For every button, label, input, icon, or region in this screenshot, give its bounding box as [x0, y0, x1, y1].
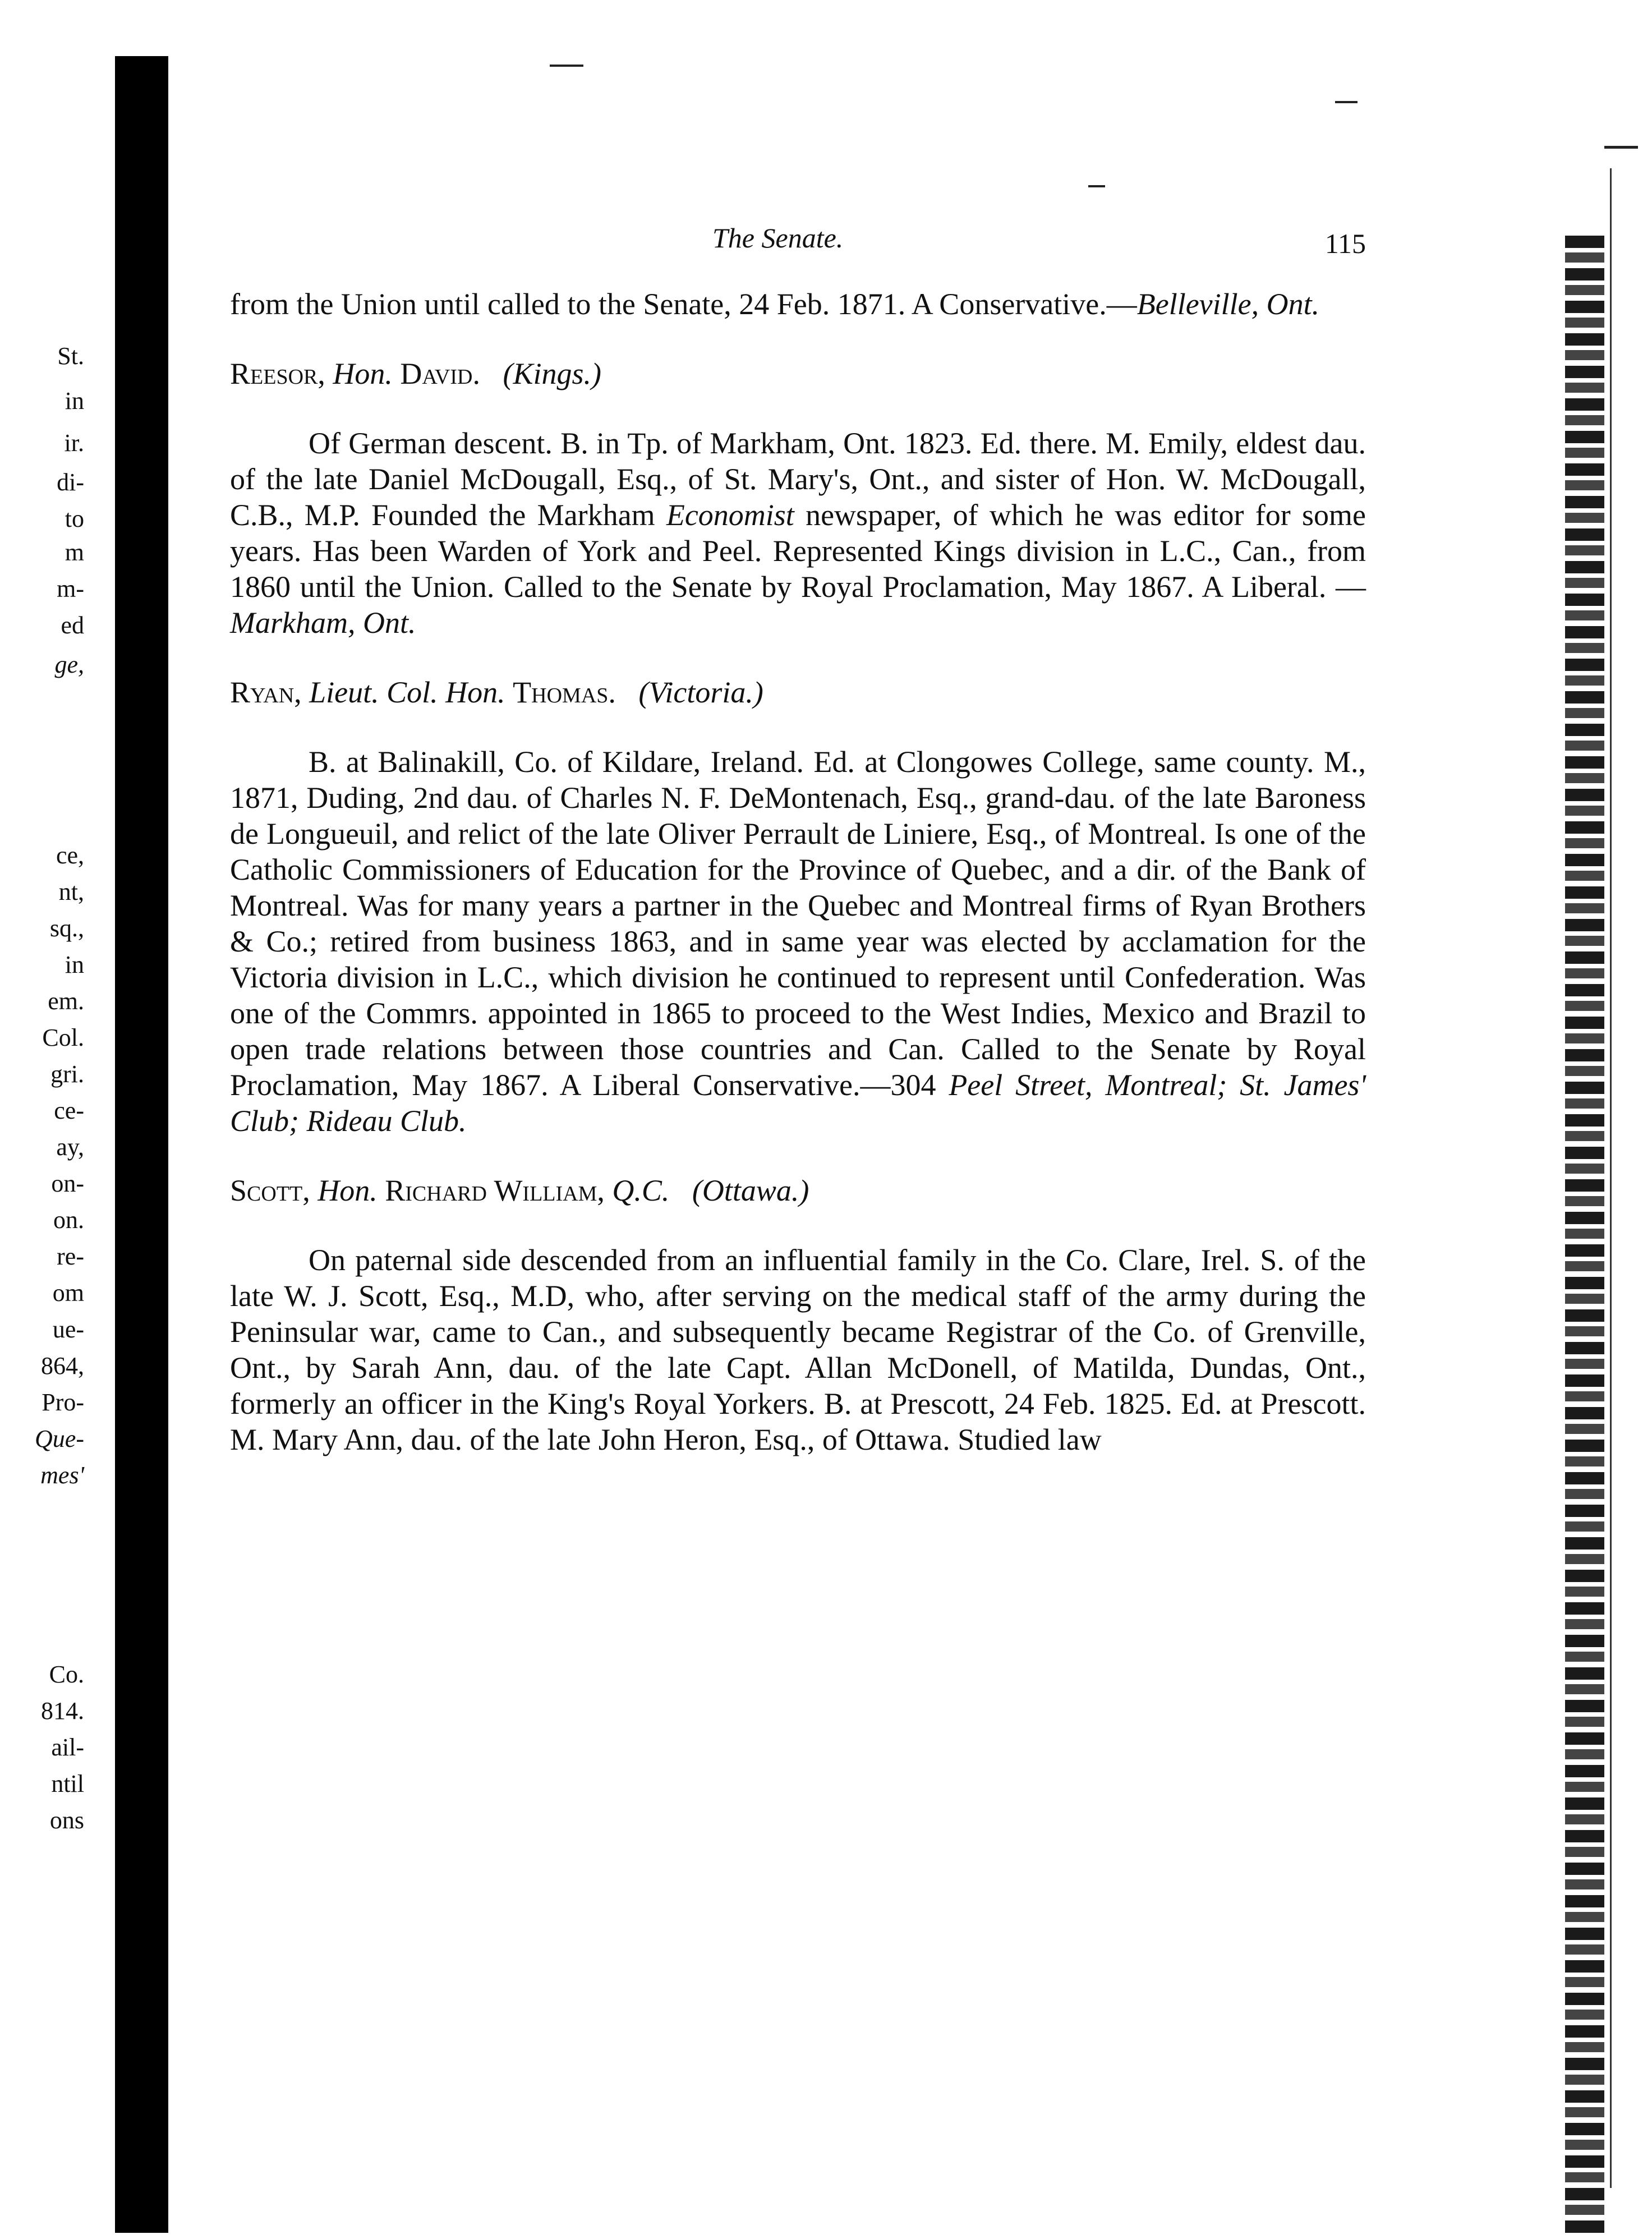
scan-speck: [1335, 101, 1358, 103]
continuation-paragraph: from the Union until called to the Senate, 24 Feb. 1871. A Conservative.—Belleville, Ont.: [230, 287, 1320, 321]
page-content: [230, 286, 1366, 1458]
fragment-text: Pro-: [42, 1389, 84, 1416]
entry-given-name: Thomas.: [513, 675, 616, 709]
entry-division: (Victoria.): [638, 675, 763, 709]
fragment-text: on-: [51, 1170, 84, 1197]
fragment-text: 864,: [41, 1352, 84, 1380]
scan-speck: [1604, 146, 1638, 149]
continuation-place: Belleville, Ont.: [1136, 287, 1320, 321]
fragment-text: om: [52, 1279, 84, 1307]
fragment-text: ge,: [54, 651, 84, 678]
fragment-text: to: [65, 505, 84, 532]
entry-heading: [230, 356, 1366, 392]
fragment-text: gri.: [50, 1060, 84, 1088]
fragment-text: di-: [57, 468, 84, 496]
entry-title: Hon.: [333, 357, 393, 390]
fragment-text: ntil: [51, 1770, 84, 1797]
running-title: The Senate.: [712, 222, 844, 254]
fragment-text: 814.: [41, 1697, 84, 1725]
entry-address: Markham, Ont.: [230, 606, 416, 640]
fragment-text: ons: [49, 1806, 84, 1834]
entry-address: Peel Street, Montreal; St. James' Club; Rideau Club.: [230, 1068, 1366, 1138]
fragment-text: ail-: [51, 1734, 84, 1761]
scan-speck: [550, 65, 583, 67]
fragment-text: Col.: [42, 1024, 84, 1051]
entry-surname: Reesor,: [230, 357, 325, 390]
fragment-text: m: [65, 539, 84, 566]
fragment-text: ce,: [56, 842, 84, 869]
fragment-text: m-: [57, 575, 84, 603]
fragment-text: em.: [48, 987, 84, 1015]
running-head: [230, 222, 1366, 261]
previous-page-margin: [0, 0, 84, 2239]
fragment-text: St.: [57, 342, 84, 370]
entry-given-name: David.: [400, 357, 480, 390]
fragment-text: ue-: [52, 1316, 84, 1343]
page-number: 115: [1324, 228, 1366, 259]
entry-body: Of German descent. B. in Tp. of Markham, Ont. 1823. Ed. there. M. Emily, eldest dau. of the late Daniel McDougall, Esq., of St. Mary's, Ont., and sister of Hon. W. McDougall, C.B., M.P. Founded the Markham Economist newspaper, of which he was editor for some years. Has been Warden of York and Peel. Represented Kings division in L.C., Can., from 1860 until the Union. Called to the Senate by Royal Proclamation, May 1867. A Liberal. —Markham, Ont.: [230, 426, 1366, 640]
fragment-text: ir.: [64, 429, 84, 457]
page-edge-line: [1610, 168, 1628, 2188]
fragment-text: in: [65, 951, 84, 978]
fragment-text: re-: [57, 1243, 84, 1270]
fragment-text: Que-: [35, 1425, 84, 1452]
binding-shadow: [115, 56, 168, 2233]
entry-division: (Ottawa.): [692, 1174, 809, 1207]
fragment-text: in: [65, 387, 84, 415]
entry-surname: Scott,: [230, 1174, 310, 1207]
fragment-text: Co.: [49, 1661, 84, 1688]
fragment-text: sq.,: [49, 914, 84, 942]
entry-body: On paternal side descended from an influential family in the Co. Clare, Irel. S. of the late W. J. Scott, Esq., M.D, who, after serving on the medical staff of the army during the Peninsular war, came to Can., and subsequently became Registrar of the Co. of Grenville, Ont., by Sarah Ann, dau. of the late Capt. Allan McDonell, of Matilda, Dundas, Ont., formerly an officer in the King's Royal Yorkers. B. at Prescott, 24 Feb. 1825. Ed. at Prescott. M. Mary Ann, dau. of the late John Heron, Esq., of Ottawa. Studied law: [230, 1243, 1366, 1456]
entry-division: (Kings.): [503, 357, 601, 390]
fragment-text: nt,: [58, 878, 84, 905]
entry-title: Hon.: [317, 1174, 378, 1207]
page-edge-shadow: [1565, 236, 1604, 2233]
fragment-text: on.: [53, 1206, 84, 1234]
fragment-text: ed: [61, 612, 84, 639]
entry-suffix: Q.C.: [612, 1174, 670, 1207]
entry-given-name: Richard William,: [385, 1174, 605, 1207]
entry-surname: Ryan,: [230, 675, 302, 709]
entry-heading: [230, 674, 1366, 710]
entry-body: B. at Balinakill, Co. of Kildare, Ireland. Ed. at Clongowes College, same county. M., 1871, Duding, 2nd dau. of Charles N. F. DeMontenach, Esq., grand-dau. of the late Baroness de Longueuil, and relict of the late Oliver Perrault de Liniere, Esq., of Montreal. Is one of the Catholic Commissioners of Education for the Province of Quebec, and a dir. of the Bank of Montreal. Was for many years a partner in the Quebec and Montreal firms of Ryan Brothers & Co.; retired from business 1863, and in same year was elected by acclamation for the Victoria division in L.C., which division he continued to represent until Confederation. Was one of the Commrs. appointed in 1865 to proceed to the West Indies, Mexico and Brazil to open trade relations between those countries and Can. Called to the Senate by Royal Proclamation, May 1867. A Liberal Conservative.—304 Peel Street, Montreal; St. James' Club; Rideau Club.: [230, 745, 1366, 1138]
scan-speck: [1088, 185, 1105, 187]
entry-title: Lieut. Col. Hon.: [309, 675, 505, 709]
fragment-text: mes': [40, 1461, 84, 1489]
fragment-text: ay,: [56, 1133, 84, 1161]
fragment-text: ce-: [54, 1097, 84, 1124]
entry-heading: [230, 1173, 1366, 1208]
